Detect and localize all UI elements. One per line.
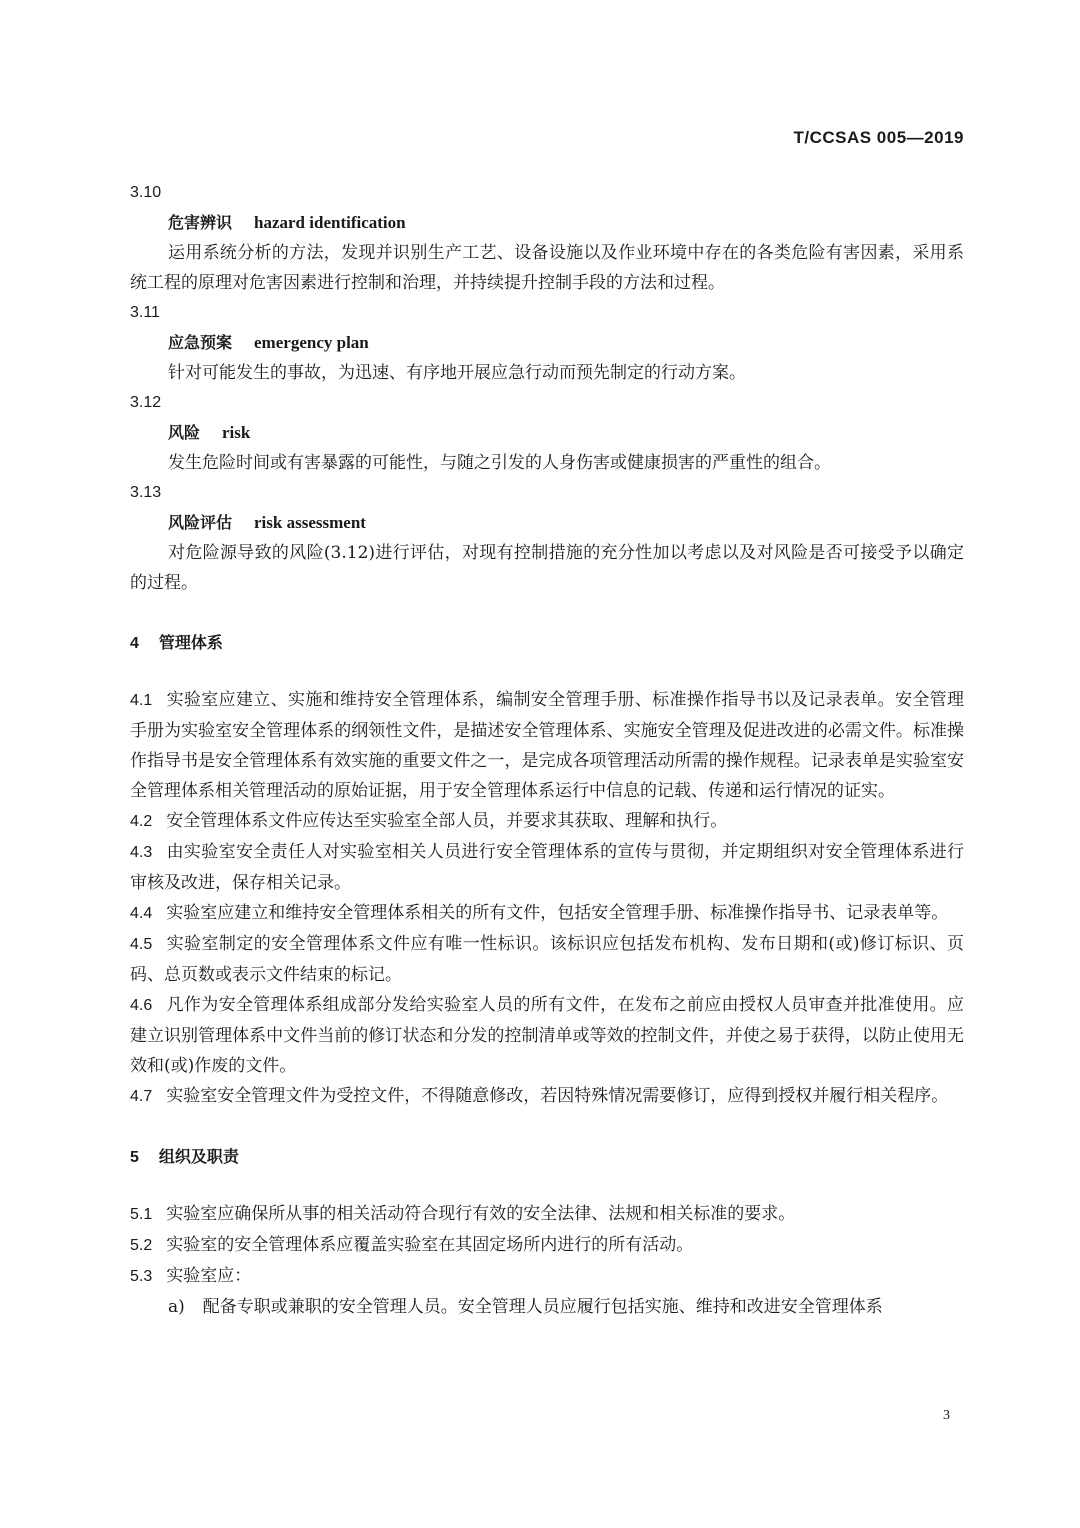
clause-number: 4.2 [130,813,153,830]
term-title-en: hazard identification [254,213,406,232]
clause-text: 由实验室安全责任人对实验室相关人员进行安全管理体系的宣传与贯彻，并定期组织对安全管理体系进行审核及改进，保存相关记录。 [130,842,964,893]
clause-number: 4.3 [130,844,153,861]
section-heading [130,628,964,659]
clause-text: 安全管理体系文件应传达至实验室全部人员，并要求其获取、理解和执行。 [166,811,728,831]
term-title [130,328,964,358]
page-number: 3 [943,1408,950,1423]
term-definition: 运用系统分析的方法，发现并识别生产工艺、设备设施以及作业环境中存在的各类危险有害因素，采用系统工程的原理对危害因素进行控制和治理，并持续提升控制手段的方法和过程。 [130,243,964,293]
term-title [130,208,964,238]
term-definition: 发生危险时间或有害暴露的可能性，与随之引发的人身伤害或健康损害的严重性的组合。 [168,453,831,473]
term-number: 3.10 [130,184,162,201]
clause-number: 5.1 [130,1206,153,1223]
term-title-cn: 风险 [168,423,201,442]
term-title [130,508,964,538]
clause-text: 实验室安全管理文件为受控文件，不得随意修改，若因特殊情况需要修订，应得到授权并履行相关程序。 [166,1086,949,1106]
term-title-cn: 应急预案 [168,333,233,352]
clause [130,1261,964,1292]
section-number: 4 [130,635,139,652]
clause-text: 实验室应建立和维持安全管理体系相关的所有文件，包括安全管理手册、标准操作指导书、记录表单等。 [166,903,949,923]
clause [130,837,964,898]
clause-text: 实验室的安全管理体系应覆盖实验室在其固定场所内进行的所有活动。 [166,1235,694,1255]
clause-number: 5.3 [130,1268,153,1285]
standard-code: T/CCSAS 005—2019 [793,128,964,147]
clause-number: 4.1 [130,692,153,709]
list-marker: a) [168,1297,185,1317]
clause [130,990,964,1081]
clause-text: 实验室制定的安全管理体系文件应有唯一性标识。该标识应包括发布机构、发布日期和(或)修订标识、页码、总页数或表示文件结束的标记。 [130,934,964,985]
term-title-cn: 危害辨识 [168,213,233,232]
list-text: 配备专职或兼职的安全管理人员。安全管理人员应履行包括实施、维持和改进安全管理体系 [202,1297,883,1317]
clause [130,806,964,837]
term-title-en: emergency plan [254,333,369,352]
clause-number: 5.2 [130,1237,153,1254]
term-number: 3.12 [130,394,162,411]
term-number: 3.11 [130,304,160,321]
section-title: 管理体系 [158,633,223,652]
clause-text: 实验室应建立、实施和维持安全管理体系，编制安全管理手册、标准操作指导书以及记录表单。安全管理手册为实验室安全管理体系的纲领性文件，是描述安全管理体系、实施安全管理及促进改进的必需文件。标准操作指导书是安全管理体系有效实施的重要文件之一，是完成各项管理活动所需的操作规程。记录表单是实验室安全管理体系相关管理活动的原始证据，用于安全管理体系运行中信息的记载、传递和运行情况的证实。 [130,690,964,801]
clause-number: 4.5 [130,936,153,953]
term-number: 3.13 [130,484,162,501]
clause [130,685,964,806]
term-definition: 对危险源导致的风险(3.12)进行评估，对现有控制措施的充分性加以考虑以及对风险是否可接受予以确定的过程。 [130,543,964,593]
term-title-en: risk [222,423,251,442]
clause-number: 4.6 [130,997,153,1014]
clause [130,1081,964,1112]
clause-text: 凡作为安全管理体系组成部分发给实验室人员的所有文件，在发布之前应由授权人员审查并批准使用。应建立识别管理体系中文件当前的修订状态和分发的控制清单或等效的控制文件，并使之易于获得，以防止使用无效和(或)作废的文件。 [130,995,964,1076]
clause-number: 4.7 [130,1088,153,1105]
term-title-en: risk assessment [254,513,366,532]
clause-text: 实验室应： [166,1266,252,1286]
clause [130,929,964,990]
section-number: 5 [130,1149,139,1166]
clause-text: 实验室应确保所从事的相关活动符合现行有效的安全法律、法规和相关标准的要求。 [166,1204,796,1224]
page-content [130,178,964,1322]
clause [130,1230,964,1261]
clause [130,898,964,929]
term-title-cn: 风险评估 [168,513,233,532]
term-title [130,418,964,448]
term-definition: 针对可能发生的事故，为迅速、有序地开展应急行动而预先制定的行动方案。 [168,363,746,383]
section-heading [130,1142,964,1173]
list-item [130,1292,964,1322]
clause-number: 4.4 [130,905,153,922]
section-title: 组织及职责 [158,1147,239,1166]
clause [130,1199,964,1230]
